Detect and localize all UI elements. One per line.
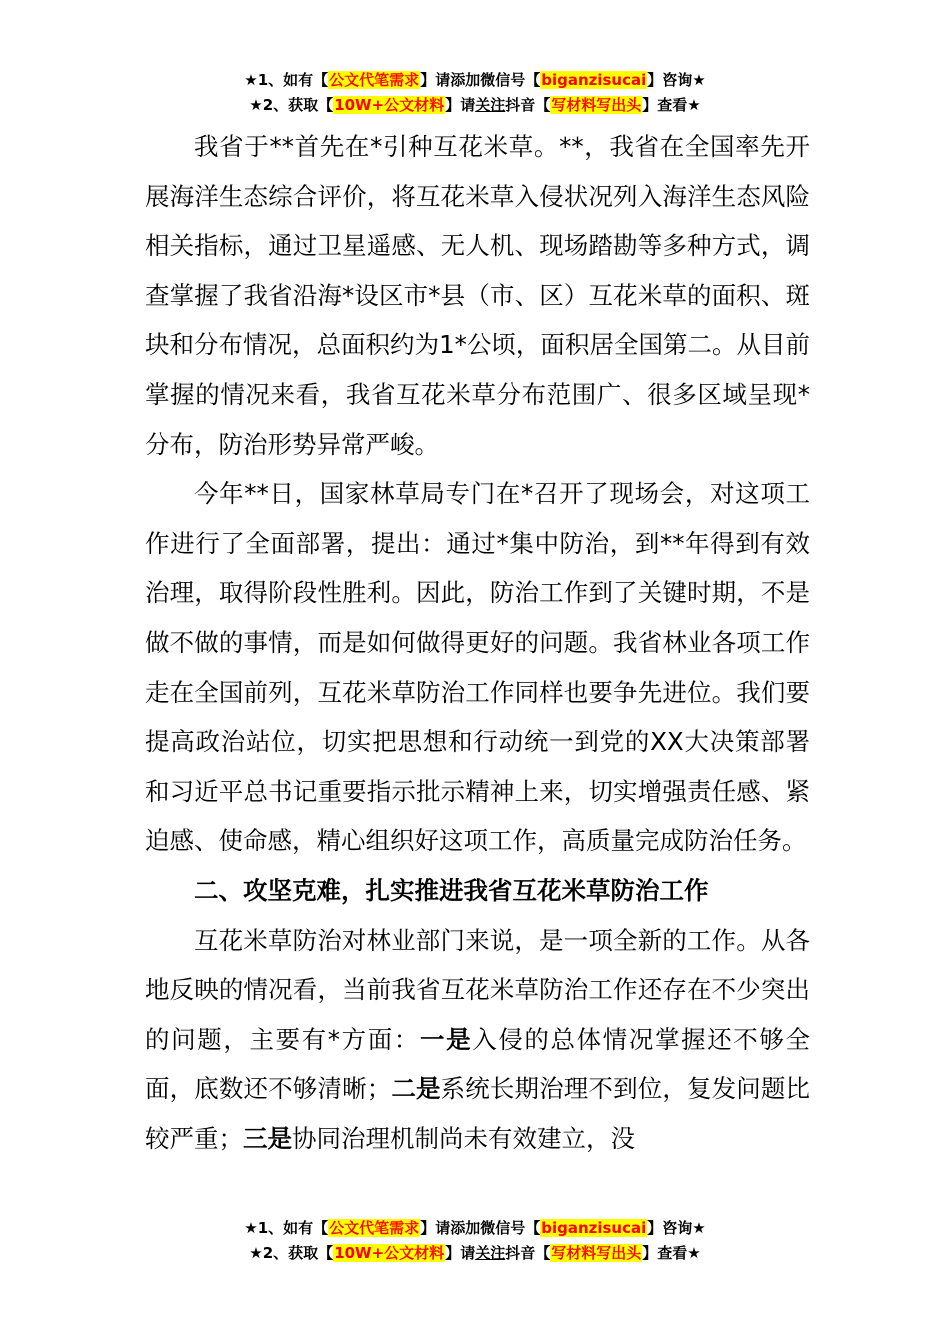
promo-underlined-text: 关注 bbox=[475, 96, 506, 114]
promo-text: 抖音【 bbox=[505, 96, 551, 114]
promo-text: 】请 bbox=[445, 1244, 476, 1262]
body-paragraph: 我省于**首先在*引种互花米草。**，我省在全国率先开展海洋生态综合评价，将互花米草入侵状况列入海洋生态风险相关指标，通过卫星遥感、无人机、现场踏勘等多种方式，调查掌握了我省沿海*设区市*县（市、区）互花米草的面积、斑块和分布情况，总面积约为1*公顷，面积居全国第二。从目前掌握的情况来看，我省互花米草分布范围广、很多区域呈现*分布，防治形势异常严峻。 bbox=[145, 132, 810, 459]
promo-text: 】咨询★ bbox=[647, 71, 706, 89]
wechat-id-highlight: biganzisucai bbox=[541, 1219, 647, 1237]
promo-line-2 bbox=[0, 93, 950, 118]
promo-text: 】请 bbox=[445, 96, 476, 114]
paragraph-text: 入侵的总体情况掌握还不够全面，底数还不够清晰； bbox=[145, 1024, 811, 1104]
promo-underlined-text: 关注 bbox=[475, 1244, 506, 1262]
bold-keyword: 一是 bbox=[419, 1024, 473, 1054]
promo-text: ★1、如有【 bbox=[244, 1219, 329, 1237]
promo-line-1 bbox=[0, 68, 950, 93]
promo-highlight: 公文代笔需求 bbox=[329, 1219, 420, 1237]
promo-highlight: 公文代笔需求 bbox=[329, 71, 420, 89]
document-body bbox=[145, 122, 810, 1163]
promo-line-1 bbox=[0, 1216, 950, 1241]
paragraph-text: 互花米草防治对林业部门来说，是一项全新的工作。从各地反映的情况看，当前我省互花米草防治工作还存在不少突出的问题，主要有*方面： bbox=[145, 925, 810, 1054]
promo-text: ★1、如有【 bbox=[244, 71, 329, 89]
promo-text: 】请添加微信号【 bbox=[420, 71, 541, 89]
promo-text: 】请添加微信号【 bbox=[420, 1219, 541, 1237]
douyin-account-highlight: 写材料写出头 bbox=[551, 1244, 642, 1262]
promo-text: 】咨询★ bbox=[647, 1219, 706, 1237]
promo-highlight: 10W+公文材料 bbox=[334, 96, 445, 114]
promo-text: 抖音【 bbox=[505, 1244, 551, 1262]
wechat-id-highlight: biganzisucai bbox=[541, 71, 647, 89]
douyin-account-highlight: 写材料写出头 bbox=[551, 96, 642, 114]
promo-line-2 bbox=[0, 1241, 950, 1266]
section-heading: 二、攻坚克难，扎实推进我省互花米草防治工作 bbox=[194, 875, 709, 905]
bold-keyword: 三是 bbox=[243, 1123, 292, 1153]
body-paragraph bbox=[145, 916, 810, 1164]
promo-text: 】查看★ bbox=[642, 96, 701, 114]
bold-keyword: 二是 bbox=[391, 1074, 441, 1104]
promo-text: 】查看★ bbox=[642, 1244, 701, 1262]
paragraph-text: 系统长期治理不到位，复发问题比较严重； bbox=[145, 1074, 811, 1153]
header-promo-banner bbox=[0, 68, 950, 118]
body-paragraph: 今年**日，国家林草局专门在*召开了现场会，对这项工作进行了全面部署，提出：通过*集中防治，到**年得到有效治理，取得阶段性胜利。因此，防治工作到了关键时期，不是做不做的事情，而是如何做得更好的问题。我省林业各项工作走在全国前列，互花米草防治工作同样也要争先进位。我们要提高政治站位，切实把思想和行动统一到党的XX大决策部署和习近平总书记重要指示批示精神上来，切实增强责任感、紧迫感、使命感，精心组织好这项工作，高质量完成防治任务。 bbox=[145, 479, 810, 856]
paragraph-text: 协同治理机制尚未有效建立，没 bbox=[292, 1123, 635, 1153]
promo-highlight: 10W+公文材料 bbox=[334, 1244, 445, 1262]
promo-text: ★2、获取【 bbox=[249, 96, 334, 114]
promo-text: ★2、获取【 bbox=[249, 1244, 334, 1262]
footer-promo-banner bbox=[0, 1216, 950, 1266]
